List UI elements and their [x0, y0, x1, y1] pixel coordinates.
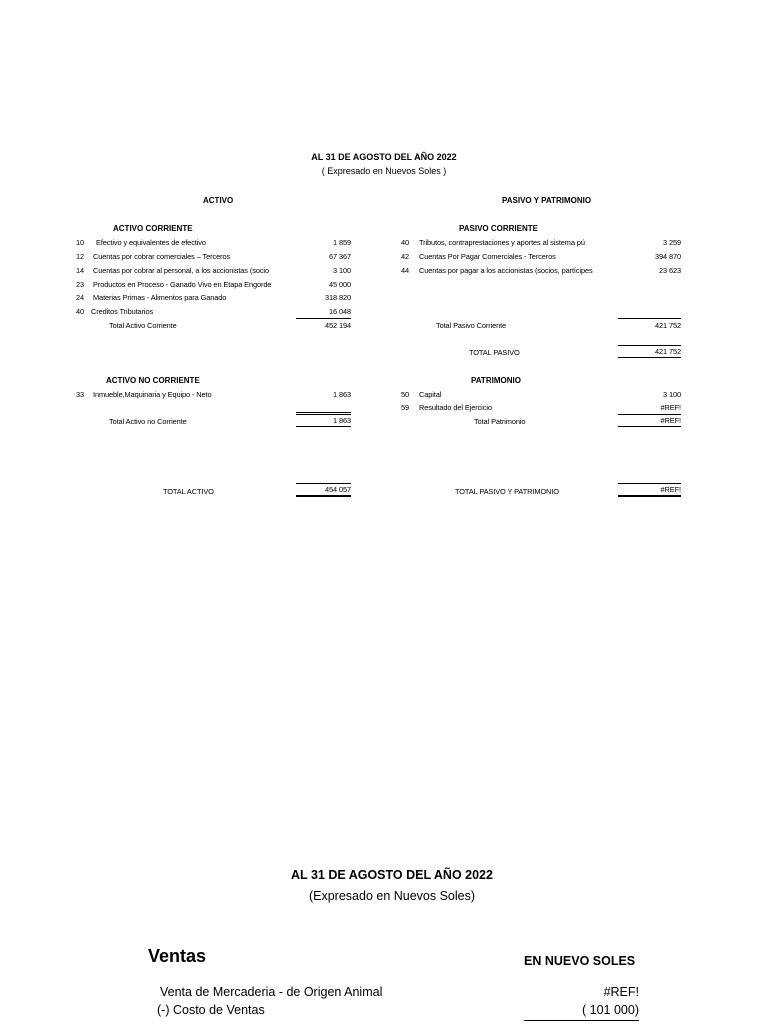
account-value: 67 367: [328, 252, 351, 261]
account-label: Cuentas por cobrar al personal, a los accionistas (socio: [93, 266, 269, 275]
total-patrimonio-label: Total Patrimonio: [474, 417, 526, 426]
total-activo-corriente-value: 452 194: [296, 318, 351, 330]
account-value: #REF!: [660, 403, 681, 412]
account-value: 16 048: [328, 307, 351, 316]
account-label: Cuentas por cobrar comerciales – Terceros: [93, 252, 231, 261]
pasivo-patrimonio-header: PASIVO Y PATRIMONIO: [502, 196, 592, 205]
account-code: 40: [401, 238, 410, 247]
account-code: 40: [76, 307, 85, 316]
account-code: 24: [76, 293, 85, 302]
total-activo-no-corriente-label: Total Activo no Corriente: [109, 417, 187, 426]
account-value: 45 000: [328, 280, 351, 289]
income-item-label: (-) Costo de Ventas: [157, 1003, 265, 1017]
account-label: Tributos, contraprestaciones y aportes al sistema pú: [419, 238, 585, 247]
total-pasivo-patrimonio-label: TOTAL PASIVO Y PATRIMONIO: [455, 487, 559, 496]
total-activo-label: TOTAL ACTIVO: [163, 487, 214, 496]
total-pasivo-value: 421 752: [618, 345, 681, 358]
account-code: 14: [76, 266, 85, 275]
account-value: 318 820: [324, 293, 351, 302]
account-label: Productos en Proceso - Ganado Vivo en Etapa Engorde: [93, 280, 272, 289]
account-label: Cuentas Por Pagar Comerciales - Terceros: [419, 252, 556, 261]
account-value: 3 259: [663, 238, 681, 247]
account-code: 12: [76, 252, 85, 261]
activo-no-corriente-label: ACTIVO NO CORRIENTE: [106, 376, 200, 385]
balance-subtitle: ( Expresado en Nuevos Soles ): [321, 166, 447, 176]
account-label: Resultado del Ejercicio: [419, 403, 492, 412]
account-code: 50: [401, 390, 410, 399]
account-value: 3 100: [663, 390, 681, 399]
total-activo-value: 454 057: [296, 483, 351, 497]
account-label: Cuentas por pagar a los accionistas (socios, partícipes: [419, 266, 593, 275]
account-code: 23: [76, 280, 85, 289]
account-code: 59: [401, 403, 410, 412]
total-patrimonio-value: #REF!: [618, 414, 681, 427]
account-code: 33: [76, 390, 85, 399]
activo-corriente-label: ACTIVO CORRIENTE: [113, 224, 193, 233]
total-pasivo-patrimonio-value: #REF!: [618, 483, 681, 497]
account-label: Materias Primas - Alimentos para Ganado: [93, 293, 227, 302]
total-activo-no-corriente-value: 1 863: [296, 414, 351, 427]
income-item-value: #REF!: [603, 985, 639, 999]
balance-date-title: AL 31 DE AGOSTO DEL AÑO 2022: [311, 152, 457, 162]
account-value: 394 870: [654, 252, 681, 261]
account-code: 10: [76, 238, 85, 247]
account-label: Capital: [419, 390, 442, 399]
income-column-header: EN NUEVO SOLES: [524, 954, 636, 968]
activo-header: ACTIVO: [203, 196, 234, 205]
income-date-title: AL 31 DE AGOSTO DEL AÑO 2022: [291, 868, 493, 882]
account-value: 1 859: [333, 238, 351, 247]
total-pasivo-corriente-value: 421 752: [618, 318, 681, 330]
account-label: Efectivo y equivalentes de efectivo: [96, 238, 206, 247]
account-code: 42: [401, 252, 410, 261]
income-subtitle: (Expresado en Nuevos Soles): [308, 889, 476, 903]
ventas-heading: Ventas: [148, 946, 207, 966]
patrimonio-label: PATRIMONIO: [471, 376, 521, 385]
account-code: 44: [401, 266, 410, 275]
pasivo-corriente-label: PASIVO CORRIENTE: [459, 224, 538, 233]
total-pasivo-label: TOTAL PASIVO: [469, 348, 520, 357]
separator-line: [296, 412, 351, 413]
account-label: Creditos Tributarios: [91, 307, 154, 316]
income-item-label: Venta de Mercaderia - de Origen Animal: [160, 985, 383, 999]
account-value: 3 100: [333, 266, 351, 275]
account-value: 23 623: [658, 266, 681, 275]
total-activo-corriente-label: Total Activo Corriente: [109, 321, 177, 330]
income-item-value: ( 101 000): [524, 1003, 639, 1021]
total-pasivo-corriente-label: Total Pasivo Corriente: [436, 321, 507, 330]
account-value: 1 863: [333, 390, 351, 399]
account-label: Inmueble,Maquinaria y Equipo - Neto: [93, 390, 212, 399]
